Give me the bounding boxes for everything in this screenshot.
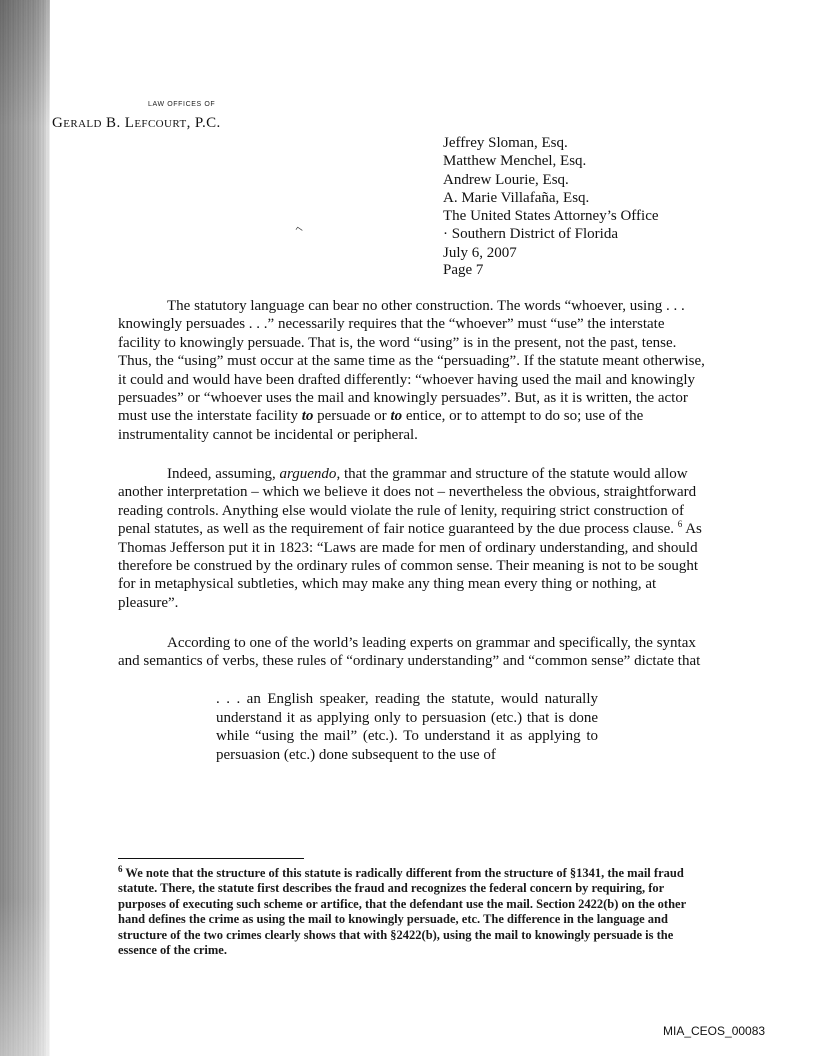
footnote-separator bbox=[118, 858, 304, 859]
p2-text-b: , that the grammar and structure of the statute would allow another interpretation – which we believe it does not – nevertheless the obvious, straightforward reading controls. Anything else would violate the rule of lenity, requiring strict construction of penal statutes, as well as the requirement of fair notice guaranteed by the due process clause. bbox=[118, 466, 697, 538]
p2-italic-arguendo: arguendo bbox=[279, 466, 337, 482]
body-paragraph-2 bbox=[118, 465, 706, 612]
p1-text-b: persuade or bbox=[313, 408, 391, 425]
bates-number: MIA_CEOS_00083 bbox=[663, 1024, 766, 1038]
p1-text-c: entice, or to attempt to do so; use of the instrumentality cannot be incidental or peripheral. bbox=[118, 408, 644, 443]
recipient-block bbox=[443, 134, 659, 262]
p2-text-c: As Thomas Jefferson put it in 1823: “Laws are made for men of ordinary understanding, and should therefore be construed by the ordinary rules of common sense. Their meaning is not to be sought for in metaphysical subtleties, which may make any thing mean every thing or nothing, at pleasure”. bbox=[118, 521, 702, 611]
footnote-text: We note that the structure of this statute is radically different from the structure of §1341, the mail fraud statute. There, the statute first describes the fraud and recognizes the federal concern by requiring, for purposes of executing such scheme or artifice, that the defendant use the mail. Section 2422(b) on the other hand defines the crime as using the mail to knowingly persuade, etc. The difference in the language and structure of the two crimes clearly shows that with §2422(b), using the mail to knowingly persuade is the essence of the crime. bbox=[118, 866, 686, 958]
p1-text-a: The statutory language can bear no other construction. The words “whoever, using . . . knowingly persuades . . .” necessarily requires that the “whoever” must “use” the interstate facility to knowingly persuade. That is, the word “using” is in the present, not the past, tense. Thus, the “using” must occur at the same time as the “persuading”. If the statute meant otherwise, it could and would have been drafted differently: “whoever having used the mail and knowingly persuades” or “whoever uses the mail and knowingly persuades”. But, as it is written, the actor must use the interstate facility bbox=[118, 298, 705, 425]
recipient-line: · Southern District of Florida bbox=[443, 226, 618, 243]
scan-edge-shadow bbox=[0, 0, 50, 1056]
letterhead-firm-name: Gerald B. Lefcourt, P.C. bbox=[52, 115, 221, 131]
p1-emphasis-to-1: to bbox=[301, 408, 314, 425]
recipient-line: Jeffrey Sloman, Esq. bbox=[443, 135, 568, 151]
footnote-reference: 6 bbox=[677, 519, 683, 530]
recipient-line: Matthew Menchel, Esq. bbox=[443, 153, 587, 170]
letterhead-law-offices-of: LAW OFFICES OF bbox=[148, 101, 216, 108]
recipient-line: Andrew Lourie, Esq. bbox=[443, 171, 569, 188]
p1-emphasis-to-2: to bbox=[390, 408, 403, 425]
p2-text-a: Indeed, assuming, bbox=[167, 466, 280, 482]
block-quotation: . . . an English speaker, reading the statute, would naturally understand it as applying only to persuasion (etc.) that is done while “using the mail” (etc.). To understand it as applying to persuasion (etc.) done subsequent to the use of bbox=[216, 691, 598, 763]
stray-pen-mark: ⌐ bbox=[292, 220, 308, 237]
recipient-line: A. Marie Villafaña, Esq. bbox=[443, 189, 590, 206]
recipient-line: The United States Attorney’s Office bbox=[443, 208, 659, 225]
footnote-number: 6 bbox=[118, 863, 123, 874]
footnote bbox=[118, 863, 694, 958]
letter-date: July 6, 2007 bbox=[443, 244, 517, 261]
body-paragraph-3: According to one of the world’s leading experts on grammar and specifically, the syntax and semantics of verbs, these rules of “ordinary understanding” and “common sense” dictate that bbox=[118, 635, 701, 670]
page-number-label: Page 7 bbox=[443, 262, 484, 278]
body-paragraph-1 bbox=[118, 297, 706, 444]
